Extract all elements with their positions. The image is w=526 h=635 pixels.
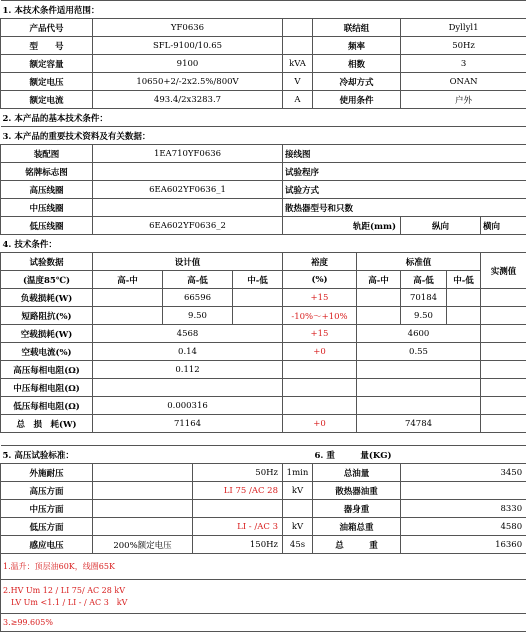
- table-row: [1, 415, 526, 433]
- table-row: [1, 91, 526, 109]
- label: 试验方式: [283, 181, 526, 199]
- unit: kVA: [283, 55, 313, 73]
- cell: [233, 307, 283, 325]
- label: 中压方面: [1, 500, 93, 518]
- table-row: [1, 379, 526, 397]
- value: [93, 464, 193, 482]
- note-2-lv: LV Um <1.1 / LI - / AC 3 kV: [11, 597, 128, 607]
- value: 70184: [401, 289, 447, 307]
- section-4-title: 4. 技术条件：: [1, 235, 526, 253]
- tolerance: +15: [283, 289, 357, 307]
- value: 71164: [93, 415, 283, 433]
- value: 0.55: [357, 343, 481, 361]
- table-header-row: [1, 271, 526, 289]
- value: 9100: [93, 55, 283, 73]
- temp-header: (温度85℃): [1, 271, 93, 289]
- value: [93, 518, 193, 536]
- cell: [481, 379, 526, 397]
- label: 低压线圈: [1, 217, 93, 235]
- label: 横向: [481, 217, 526, 235]
- value: [357, 397, 481, 415]
- note-row: [1, 580, 526, 614]
- cell: [481, 361, 526, 379]
- cell: [93, 307, 163, 325]
- value: 0.14: [93, 343, 283, 361]
- value: [93, 163, 283, 181]
- label: 相数: [313, 55, 401, 73]
- value: 9.50: [163, 307, 233, 325]
- section-2-header: [1, 109, 526, 127]
- table-row: [1, 397, 526, 415]
- label: 中压线圈: [1, 199, 93, 217]
- tolerance-header: 裕度: [283, 253, 357, 271]
- value: 6EA602YF0636_1: [93, 181, 283, 199]
- table-row: [1, 181, 526, 199]
- value: 493.4/2x3283.7: [93, 91, 283, 109]
- tolerance-unit: (%): [283, 271, 357, 289]
- value: [283, 500, 313, 518]
- label: 散热器型号和只数: [283, 199, 526, 217]
- label: 装配图: [1, 145, 93, 163]
- col-hl: 高-低: [401, 271, 447, 289]
- label: 油箱总重: [313, 518, 401, 536]
- label: 轨距(mm): [283, 217, 401, 235]
- label: 试验程序: [283, 163, 526, 181]
- label: 中压每相电阻(Ω): [1, 379, 93, 397]
- label: 短路阻抗(%): [1, 307, 93, 325]
- value: [357, 361, 481, 379]
- unit: [283, 19, 313, 37]
- design-header: 设计值: [93, 253, 283, 271]
- label: 高压方面: [1, 482, 93, 500]
- cell: [481, 325, 526, 343]
- col-ml: 中-低: [447, 271, 481, 289]
- cell: [447, 307, 481, 325]
- label: 低压每相电阻(Ω): [1, 397, 93, 415]
- table-row: [1, 518, 526, 536]
- value: [93, 199, 283, 217]
- table-row: [1, 163, 526, 181]
- value: 4580: [401, 518, 526, 536]
- section-1-title: 1. 本技术条件适用范围：: [1, 1, 526, 19]
- item-header: 试验数据: [1, 253, 93, 271]
- value: LI - /AC 3: [193, 518, 283, 536]
- section-3-header: [1, 127, 526, 145]
- label: 频率: [313, 37, 401, 55]
- standard-header: 标准值: [357, 253, 481, 271]
- value: 4600: [357, 325, 481, 343]
- label: 联结组: [313, 19, 401, 37]
- value: 66596: [163, 289, 233, 307]
- col-hm: 高-中: [357, 271, 401, 289]
- value: 9.50: [401, 307, 447, 325]
- section-2-title: 2. 本产品的基本技术条件：: [1, 109, 526, 127]
- value: 1EA710YF0636: [93, 145, 283, 163]
- value: kV: [283, 482, 313, 500]
- tolerance: [283, 379, 357, 397]
- table-row: [1, 73, 526, 91]
- unit: V: [283, 73, 313, 91]
- note-3: 3.≥99.605%: [1, 614, 526, 632]
- label: 空载电流(%): [1, 343, 93, 361]
- measured-header: 实测值: [481, 253, 526, 289]
- value: Dyllyl1: [401, 19, 526, 37]
- label: 空载损耗(W): [1, 325, 93, 343]
- cell: [481, 343, 526, 361]
- value: SFL-9100/10.65: [93, 37, 283, 55]
- tolerance: [283, 361, 357, 379]
- value: 45s: [283, 536, 313, 554]
- cell: [481, 289, 526, 307]
- value: 200%额定电压: [93, 536, 193, 554]
- value: 3450: [401, 464, 526, 482]
- col-hm: 高-中: [93, 271, 163, 289]
- label: 型 号: [1, 37, 93, 55]
- table-row: [1, 536, 526, 554]
- value: 150Hz: [193, 536, 283, 554]
- unit: [283, 37, 313, 55]
- value: 0.000316: [93, 397, 283, 415]
- table-row: [1, 464, 526, 482]
- value: 8330: [401, 500, 526, 518]
- label: 感应电压: [1, 536, 93, 554]
- value: 16360: [401, 536, 526, 554]
- label: 冷却方式: [313, 73, 401, 91]
- label: 铭牌标志图: [1, 163, 93, 181]
- value: 4568: [93, 325, 283, 343]
- note-2-hv: 2.HV Um 12 / LI 75/ AC 28 kV: [3, 585, 125, 595]
- table-row: [1, 289, 526, 307]
- tolerance: +15: [283, 325, 357, 343]
- col-ml: 中-低: [233, 271, 283, 289]
- cell: [481, 307, 526, 325]
- table-row: [1, 307, 526, 325]
- note-1: 1.温升：顶层油60K，线圈65K: [1, 554, 526, 580]
- value: YF0636: [93, 19, 283, 37]
- note-2: [1, 580, 526, 614]
- value: [93, 379, 283, 397]
- value: [93, 500, 193, 518]
- tolerance: +0: [283, 343, 357, 361]
- cell: [357, 289, 401, 307]
- label: 额定容量: [1, 55, 93, 73]
- label: 总 重: [313, 536, 401, 554]
- label: 高压线圈: [1, 181, 93, 199]
- value: 74784: [357, 415, 481, 433]
- table-row: [1, 199, 526, 217]
- label: 产品代号: [1, 19, 93, 37]
- label: 额定电压: [1, 73, 93, 91]
- table-row: [1, 145, 526, 163]
- label: 额定电流: [1, 91, 93, 109]
- section-1-header: [1, 1, 526, 19]
- label: 外施耐压: [1, 464, 93, 482]
- section-5-title: 5. 高压试验标准：: [1, 446, 313, 464]
- cell: [447, 289, 481, 307]
- value: 6EA602YF0636_2: [93, 217, 283, 235]
- cell: [481, 415, 526, 433]
- table-row: [1, 217, 526, 235]
- label: 总 损 耗(W): [1, 415, 93, 433]
- tolerance: [283, 397, 357, 415]
- label: 使用条件: [313, 91, 401, 109]
- section-6-title: 6. 重 量(KG): [313, 446, 526, 464]
- value: [401, 482, 526, 500]
- label: 高压每相电阻(Ω): [1, 361, 93, 379]
- tolerance: -10%～+10%: [283, 307, 357, 325]
- table-row: [1, 19, 526, 37]
- value: ONAN: [401, 73, 526, 91]
- tolerance: +0: [283, 415, 357, 433]
- value: 50Hz: [193, 464, 283, 482]
- value: kV: [283, 518, 313, 536]
- section-3-title: 3. 本产品的重要技术资料及有关数据：: [1, 127, 526, 145]
- label: 负载损耗(W): [1, 289, 93, 307]
- value: 50Hz: [401, 37, 526, 55]
- table-row: [1, 482, 526, 500]
- note-row: [1, 554, 526, 580]
- note-row: [1, 614, 526, 632]
- value: 3: [401, 55, 526, 73]
- value: [357, 379, 481, 397]
- spacer-row: [1, 433, 526, 446]
- label: 散热器油重: [313, 482, 401, 500]
- label: 纵向: [401, 217, 481, 235]
- value: [93, 482, 193, 500]
- col-hl: 高-低: [163, 271, 233, 289]
- label: 低压方面: [1, 518, 93, 536]
- cell: [93, 289, 163, 307]
- section-5-6-header: [1, 446, 526, 464]
- table-row: [1, 37, 526, 55]
- section-4-header: [1, 235, 526, 253]
- value: LI 75 /AC 28: [193, 482, 283, 500]
- unit: A: [283, 91, 313, 109]
- cell: [357, 307, 401, 325]
- value: [193, 500, 283, 518]
- table-row: [1, 325, 526, 343]
- value: 1min: [283, 464, 313, 482]
- cell: [481, 397, 526, 415]
- table-row: [1, 361, 526, 379]
- label: 接线图: [283, 145, 526, 163]
- table-row: [1, 343, 526, 361]
- cell: [233, 289, 283, 307]
- label: 总油量: [313, 464, 401, 482]
- value: 户外: [401, 91, 526, 109]
- table-row: [1, 500, 526, 518]
- value: 10650+2/-2x2.5%/800V: [93, 73, 283, 91]
- table-header-row: [1, 253, 526, 271]
- label: 器身重: [313, 500, 401, 518]
- value: 0.112: [93, 361, 283, 379]
- table-row: [1, 55, 526, 73]
